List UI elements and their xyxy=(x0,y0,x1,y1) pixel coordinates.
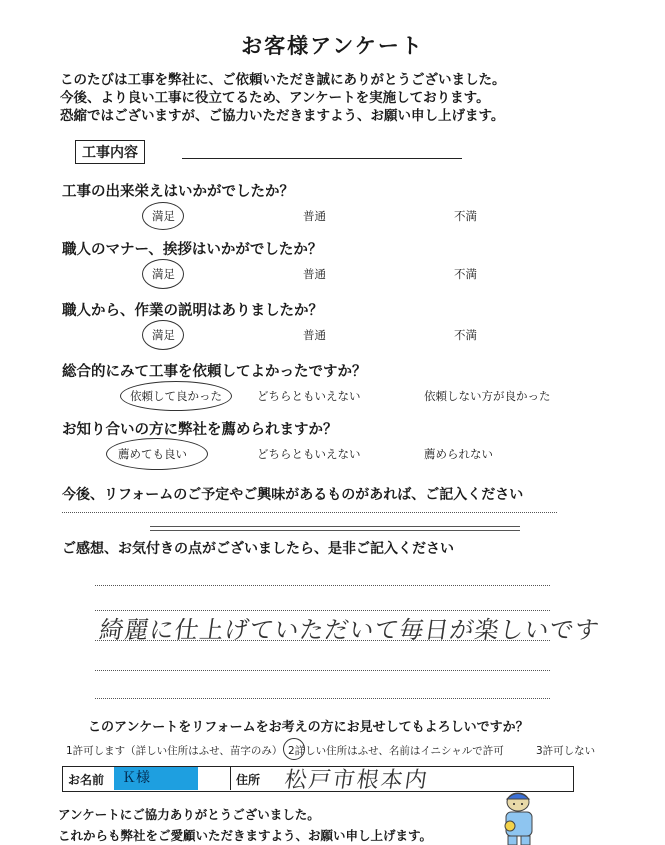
q3-option-unsatisfied[interactable]: 不満 xyxy=(454,328,477,342)
q4-option-good[interactable]: 依頼して良かった xyxy=(130,389,222,403)
q4-option-bad[interactable]: 依頼しない方が良かった xyxy=(424,389,551,403)
share-option-3[interactable]: 3許可しない xyxy=(536,745,596,757)
comment-line-5[interactable] xyxy=(95,698,550,699)
section-label: 工事内容 xyxy=(75,140,145,164)
question-4: 総合的にみて工事を依頼してよかったですか？ xyxy=(62,364,367,380)
footer-line-1: アンケートにご協力ありがとうございました。 xyxy=(58,807,320,822)
q3-option-satisfied[interactable]: 満足 xyxy=(152,328,175,342)
intro-line-2: 今後、より良い工事に役立てるため、アンケートを実施しております。 xyxy=(60,90,490,106)
question-5: お知り合いの方に弊社を薦められますか？ xyxy=(62,422,338,438)
comment-handwritten-text: 綺麗に仕上げていただいて毎日が楽しいです xyxy=(97,616,602,644)
bowing-worker-illustration xyxy=(488,790,550,845)
separator-2 xyxy=(150,530,520,531)
q5-option-neutral[interactable]: どちらともいえない xyxy=(257,447,361,461)
intro-line-1: このたびは工事を弊社に、ご依頼いただき誠にありがとうございました。 xyxy=(60,72,506,88)
intro-line-3: 恐縮ではございますが、ご協力いただきますよう、お願い申し上げます。 xyxy=(60,108,505,124)
q4-option-neutral[interactable]: どちらともいえない xyxy=(257,389,361,403)
comment-line-4[interactable] xyxy=(95,670,550,671)
question-1: 工事の出来栄えはいかがでしたか？ xyxy=(62,184,294,200)
footer-line-2: これからも弊社をご愛顧いただきますよう、お願い申し上げます。 xyxy=(58,828,433,843)
address-field[interactable]: 松戸市根本内 xyxy=(282,768,431,793)
reform-answer-line[interactable] xyxy=(62,512,557,513)
section-underline xyxy=(182,158,462,159)
name-field[interactable]: Ｋ様 xyxy=(114,767,198,790)
survey-title: お客様アンケート xyxy=(241,34,424,58)
separator-1 xyxy=(150,526,520,527)
share-option-2[interactable]: 2詳しい住所はふせ、名前はイニシャルで許可 xyxy=(288,745,504,757)
address-label: 住所 xyxy=(236,773,261,787)
question-2: 職人のマナー、挨拶はいかがでしたか？ xyxy=(62,242,323,258)
q5-option-not-recommend[interactable]: 薦められない xyxy=(424,447,493,461)
question-3: 職人から、作業の説明はありましたか？ xyxy=(62,303,323,319)
share-question: このアンケートをリフォームをお考えの方にお見せしてもよろしいですか？ xyxy=(88,720,529,735)
q2-option-normal[interactable]: 普通 xyxy=(303,267,326,281)
name-address-divider xyxy=(230,766,231,790)
share-option-1[interactable]: 1許可します（詳しい住所はふせ、苗字のみ） xyxy=(66,745,283,757)
q2-option-unsatisfied[interactable]: 不満 xyxy=(454,267,477,281)
comment-line-1[interactable] xyxy=(95,585,550,586)
reform-prompt: 今後、リフォームのご予定やご興味があるものがあれば、ご記入ください xyxy=(62,487,524,503)
q1-option-satisfied[interactable]: 満足 xyxy=(152,209,175,223)
q1-option-normal[interactable]: 普通 xyxy=(303,209,326,223)
comment-prompt: ご感想、お気付きの点がございましたら、是非ご記入ください xyxy=(62,541,454,557)
q2-option-satisfied[interactable]: 満足 xyxy=(152,267,175,281)
q5-option-recommend[interactable]: 薦めても良い xyxy=(118,447,187,461)
q3-option-normal[interactable]: 普通 xyxy=(303,328,326,342)
q1-option-unsatisfied[interactable]: 不満 xyxy=(454,209,477,223)
name-label: お名前 xyxy=(68,773,105,787)
